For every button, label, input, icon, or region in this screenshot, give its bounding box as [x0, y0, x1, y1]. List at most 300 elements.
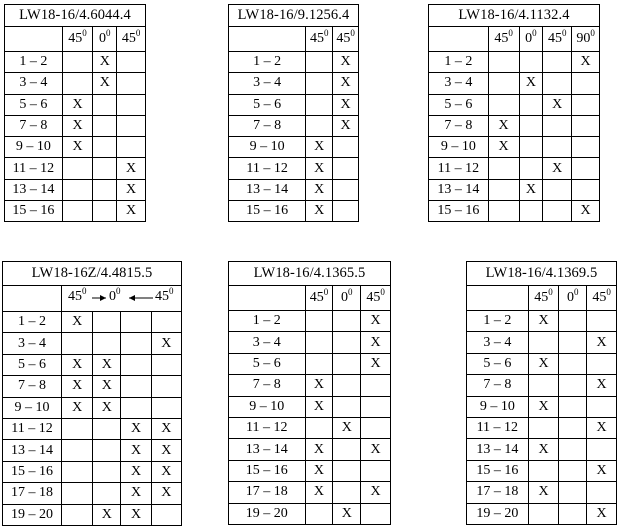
contact-pair-label: 13 – 14	[229, 439, 306, 460]
contact-pair-label: 19 – 20	[229, 503, 306, 524]
contact-mark-cell	[543, 201, 572, 222]
table-title: LW18-16/4.1132.4	[429, 5, 600, 27]
contact-mark-cell: X	[93, 504, 121, 525]
contact-mark-cell	[572, 158, 600, 179]
contact-mark-cell	[572, 73, 600, 94]
table-row	[3, 354, 182, 375]
table-row	[3, 312, 182, 333]
contact-mark-cell: X	[121, 440, 151, 461]
contact-mark-cell: X	[151, 333, 181, 354]
contact-mark-cell	[519, 94, 543, 115]
contact-pair-label: 5 – 6	[467, 353, 529, 374]
contact-mark-cell	[333, 482, 361, 503]
table-row	[467, 353, 617, 374]
contact-pair-label: 15 – 16	[3, 461, 62, 482]
table-row	[467, 332, 617, 353]
contact-mark-cell	[528, 503, 559, 524]
contact-mark-cell: X	[62, 312, 93, 333]
contact-pair-label: 7 – 8	[5, 115, 63, 136]
contact-mark-cell: X	[587, 503, 617, 524]
angle-column-header: $45^0$	[306, 27, 333, 52]
contact-mark-cell	[333, 137, 359, 158]
table-row	[5, 179, 146, 200]
contact-mark-cell: X	[361, 311, 391, 332]
contact-pair-label: 5 – 6	[429, 94, 489, 115]
contact-pair-label: 9 – 10	[229, 137, 306, 158]
table-row	[3, 461, 182, 482]
contact-pair-label: 3 – 4	[3, 333, 62, 354]
header-blank-cell	[3, 286, 62, 312]
arrow-header-right-angle: $45^0$	[155, 286, 174, 304]
contact-mark-cell: X	[528, 396, 559, 417]
contact-mark-cell: X	[543, 158, 572, 179]
contact-pair-label: 9 – 10	[5, 137, 63, 158]
contact-mark-cell	[306, 115, 333, 136]
contact-pair-label: 3 – 4	[229, 332, 306, 353]
contact-mark-cell	[559, 417, 587, 438]
contact-mark-cell: X	[528, 353, 559, 374]
contact-mark-cell	[305, 332, 333, 353]
contact-mark-cell: X	[528, 482, 559, 503]
contact-mark-cell: X	[333, 115, 359, 136]
contact-mark-cell: X	[528, 439, 559, 460]
contact-pair-label: 1 – 2	[467, 311, 529, 332]
header-blank-cell	[467, 286, 529, 311]
contact-mark-cell: X	[572, 52, 600, 73]
contact-mark-cell: X	[121, 461, 151, 482]
contact-mark-cell	[488, 94, 519, 115]
contact-mark-cell: X	[333, 52, 359, 73]
switch-table-6	[466, 261, 617, 525]
table-title: LW18-16/4.6044.4	[5, 5, 146, 27]
header-blank-cell	[5, 27, 63, 52]
contact-pair-label: 11 – 12	[429, 158, 489, 179]
angle-column-header: $45^0$	[488, 27, 519, 52]
contact-pair-label: 13 – 14	[229, 179, 306, 200]
angle-arrow-header	[62, 286, 182, 312]
contact-mark-cell	[93, 158, 117, 179]
contact-mark-cell	[559, 439, 587, 460]
contact-mark-cell: X	[361, 332, 391, 353]
table-row	[467, 311, 617, 332]
contact-mark-cell	[333, 311, 361, 332]
contact-pair-label: 5 – 6	[229, 353, 306, 374]
arrow-header-center-angle: $0^0$	[109, 286, 121, 304]
table-row	[467, 439, 617, 460]
contact-mark-cell	[528, 332, 559, 353]
contact-mark-cell	[528, 460, 559, 481]
contact-mark-cell: X	[306, 179, 333, 200]
contact-pair-label: 13 – 14	[429, 179, 489, 200]
contact-mark-cell	[572, 115, 600, 136]
contact-mark-cell	[117, 115, 146, 136]
contact-mark-cell	[361, 417, 391, 438]
contact-mark-cell	[587, 482, 617, 503]
contact-mark-cell	[93, 201, 117, 222]
contact-mark-cell: X	[306, 201, 333, 222]
table-row	[5, 73, 146, 94]
contact-mark-cell	[62, 333, 93, 354]
contact-pair-label: 11 – 12	[3, 418, 62, 439]
contact-mark-cell: X	[117, 158, 146, 179]
table-row	[229, 460, 391, 481]
contact-mark-cell	[333, 353, 361, 374]
contact-mark-cell	[488, 52, 519, 73]
contact-mark-cell	[587, 311, 617, 332]
contact-mark-cell	[117, 52, 146, 73]
table-row	[429, 73, 600, 94]
contact-pair-label: 9 – 10	[429, 137, 489, 158]
contact-pair-label: 1 – 2	[429, 52, 489, 73]
contact-mark-cell	[572, 179, 600, 200]
contact-pair-label: 11 – 12	[229, 417, 306, 438]
contact-mark-cell	[121, 376, 151, 397]
contact-mark-cell	[488, 201, 519, 222]
contact-mark-cell: X	[93, 73, 117, 94]
contact-mark-cell: X	[121, 483, 151, 504]
table-row	[429, 201, 600, 222]
contact-mark-cell	[93, 440, 121, 461]
contact-pair-label: 7 – 8	[429, 115, 489, 136]
table-row	[467, 396, 617, 417]
contact-mark-cell: X	[93, 397, 121, 418]
table-row	[3, 418, 182, 439]
contact-pair-label: 1 – 2	[3, 312, 62, 333]
contact-mark-cell	[117, 73, 146, 94]
contact-pair-label: 19 – 20	[3, 504, 62, 525]
contact-mark-cell	[151, 312, 181, 333]
contact-pair-label: 15 – 16	[467, 460, 529, 481]
contact-mark-cell	[62, 418, 93, 439]
contact-pair-label: 15 – 16	[229, 201, 306, 222]
contact-mark-cell	[121, 397, 151, 418]
header-blank-cell	[229, 286, 306, 311]
table-row	[229, 52, 359, 73]
contact-mark-cell	[528, 375, 559, 396]
contact-mark-cell	[306, 94, 333, 115]
contact-mark-cell	[559, 353, 587, 374]
contact-pair-label: 1 – 2	[5, 52, 63, 73]
contact-mark-cell: X	[587, 375, 617, 396]
switch-table-2	[228, 4, 359, 222]
contact-mark-cell: X	[93, 354, 121, 375]
table-row	[229, 332, 391, 353]
contact-pair-label: 5 – 6	[3, 354, 62, 375]
contact-mark-cell	[587, 439, 617, 460]
contact-mark-cell	[361, 396, 391, 417]
table-row	[5, 115, 146, 136]
contact-mark-cell	[93, 461, 121, 482]
contact-mark-cell: X	[305, 482, 333, 503]
contact-mark-cell	[117, 137, 146, 158]
table-row	[229, 503, 391, 524]
contact-mark-cell	[62, 201, 93, 222]
contact-mark-cell: X	[305, 375, 333, 396]
table-row	[229, 94, 359, 115]
table-row	[3, 504, 182, 525]
table-row	[3, 376, 182, 397]
contact-pair-label: 15 – 16	[5, 201, 63, 222]
contact-mark-cell	[62, 73, 93, 94]
arrow-left-head	[129, 295, 135, 301]
contact-mark-cell: X	[519, 179, 543, 200]
table-row	[467, 460, 617, 481]
table-row	[229, 311, 391, 332]
contact-mark-cell	[361, 503, 391, 524]
table-row	[5, 52, 146, 73]
contact-mark-cell	[333, 179, 359, 200]
contact-mark-cell	[572, 137, 600, 158]
angle-column-header: $45^0$	[62, 27, 93, 52]
contact-mark-cell	[305, 311, 333, 332]
contact-mark-cell	[543, 137, 572, 158]
contact-mark-cell: X	[333, 73, 359, 94]
table-row	[3, 440, 182, 461]
contact-mark-cell	[519, 137, 543, 158]
contact-mark-cell: X	[93, 52, 117, 73]
table-row	[467, 417, 617, 438]
contact-mark-cell: X	[488, 137, 519, 158]
contact-pair-label: 7 – 8	[467, 375, 529, 396]
contact-mark-cell	[93, 179, 117, 200]
contact-mark-cell: X	[121, 418, 151, 439]
switch-table-3	[428, 4, 600, 222]
contact-mark-cell	[93, 137, 117, 158]
contact-mark-cell	[333, 375, 361, 396]
arrow-header-left-angle: $45^0$	[68, 286, 87, 304]
angle-column-header: $90^0$	[572, 27, 600, 52]
contact-mark-cell	[572, 94, 600, 115]
contact-pair-label: 9 – 10	[3, 397, 62, 418]
contact-mark-cell	[121, 333, 151, 354]
switch-table-1	[4, 4, 146, 222]
angle-column-header: $0^0$	[519, 27, 543, 52]
table-row	[429, 158, 600, 179]
table-title: LW18-16Z/4.4815.5	[3, 262, 182, 286]
table-row	[229, 158, 359, 179]
contact-mark-cell	[151, 354, 181, 375]
contact-mark-cell: X	[333, 94, 359, 115]
contact-pair-label: 5 – 6	[229, 94, 306, 115]
contact-mark-cell	[62, 483, 93, 504]
contact-pair-label: 7 – 8	[229, 375, 306, 396]
contact-pair-label: 17 – 18	[3, 483, 62, 504]
contact-mark-cell	[361, 460, 391, 481]
contact-mark-cell: X	[528, 311, 559, 332]
table-row	[467, 375, 617, 396]
contact-mark-cell	[151, 504, 181, 525]
contact-mark-cell	[333, 396, 361, 417]
contact-mark-cell	[528, 417, 559, 438]
contact-mark-cell	[151, 397, 181, 418]
contact-mark-cell	[559, 375, 587, 396]
contact-pair-label: 3 – 4	[467, 332, 529, 353]
contact-mark-cell	[559, 503, 587, 524]
table-row	[5, 137, 146, 158]
contact-mark-cell	[543, 52, 572, 73]
contact-mark-cell: X	[117, 201, 146, 222]
angle-column-header: $45^0$	[528, 286, 559, 311]
contact-mark-cell	[543, 73, 572, 94]
contact-mark-cell: X	[121, 504, 151, 525]
angle-column-header: $45^0$	[305, 286, 333, 311]
contact-mark-cell	[559, 482, 587, 503]
contact-pair-label: 15 – 16	[229, 460, 306, 481]
contact-mark-cell: X	[62, 397, 93, 418]
contact-pair-label: 7 – 8	[229, 115, 306, 136]
table-row	[429, 52, 600, 73]
contact-mark-cell	[333, 332, 361, 353]
contact-mark-cell	[333, 158, 359, 179]
table-row	[229, 137, 359, 158]
table-row	[229, 417, 391, 438]
contact-mark-cell: X	[62, 354, 93, 375]
contact-mark-cell: X	[587, 460, 617, 481]
contact-pair-label: 17 – 18	[467, 482, 529, 503]
contact-pair-label: 3 – 4	[229, 73, 306, 94]
contact-mark-cell	[333, 460, 361, 481]
contact-mark-cell	[93, 418, 121, 439]
table-row	[229, 179, 359, 200]
contact-mark-cell: X	[488, 115, 519, 136]
contact-pair-label: 1 – 2	[229, 311, 306, 332]
contact-mark-cell	[151, 376, 181, 397]
contact-pair-label: 5 – 6	[5, 94, 63, 115]
contact-mark-cell	[93, 312, 121, 333]
contact-pair-label: 11 – 12	[5, 158, 63, 179]
contact-mark-cell	[361, 375, 391, 396]
contact-pair-label: 3 – 4	[429, 73, 489, 94]
angle-column-header: $45^0$	[333, 27, 359, 52]
table-row	[429, 137, 600, 158]
contact-mark-cell: X	[306, 158, 333, 179]
contact-pair-label: 11 – 12	[467, 417, 529, 438]
contact-pair-label: 1 – 2	[229, 52, 306, 73]
contact-pair-label: 11 – 12	[229, 158, 306, 179]
contact-mark-cell: X	[62, 137, 93, 158]
table-row	[229, 396, 391, 417]
table-row	[429, 115, 600, 136]
table-row	[429, 179, 600, 200]
table-title: LW18-16/4.1365.5	[229, 262, 391, 286]
contact-mark-cell	[333, 201, 359, 222]
contact-mark-cell	[559, 396, 587, 417]
contact-mark-cell: X	[62, 115, 93, 136]
header-blank-cell	[229, 27, 306, 52]
contact-mark-cell: X	[361, 482, 391, 503]
table-row	[229, 353, 391, 374]
table-row	[5, 158, 146, 179]
contact-mark-cell	[333, 439, 361, 460]
table-row	[5, 94, 146, 115]
contact-mark-cell: X	[361, 439, 391, 460]
table-row	[3, 483, 182, 504]
contact-pair-label: 9 – 10	[467, 396, 529, 417]
contact-mark-cell	[306, 73, 333, 94]
contact-mark-cell: X	[305, 396, 333, 417]
contact-mark-cell	[305, 353, 333, 374]
table-title: LW18-16/9.1256.4	[229, 5, 359, 27]
angle-column-header: $45^0$	[361, 286, 391, 311]
contact-pair-label: 17 – 18	[229, 482, 306, 503]
table-title: LW18-16/4.1369.5	[467, 262, 617, 286]
contact-mark-cell	[93, 483, 121, 504]
contact-mark-cell: X	[519, 73, 543, 94]
angle-column-header: $0^0$	[559, 286, 587, 311]
contact-mark-cell	[559, 311, 587, 332]
angle-column-header: $45^0$	[117, 27, 146, 52]
contact-mark-cell	[543, 179, 572, 200]
angle-column-header: $45^0$	[543, 27, 572, 52]
table-row	[229, 482, 391, 503]
contact-mark-cell	[488, 158, 519, 179]
contact-mark-cell	[559, 460, 587, 481]
contact-mark-cell	[587, 396, 617, 417]
header-blank-cell	[429, 27, 489, 52]
contact-mark-cell	[543, 115, 572, 136]
angle-column-header: $0^0$	[333, 286, 361, 311]
contact-mark-cell: X	[543, 94, 572, 115]
switch-table-5	[228, 261, 391, 525]
contact-mark-cell: X	[151, 418, 181, 439]
contact-mark-cell	[559, 332, 587, 353]
contact-mark-cell	[305, 417, 333, 438]
contact-mark-cell: X	[587, 417, 617, 438]
table-row	[3, 333, 182, 354]
contact-mark-cell: X	[62, 94, 93, 115]
contact-mark-cell	[62, 461, 93, 482]
table-row	[3, 397, 182, 418]
contact-mark-cell	[93, 115, 117, 136]
contact-mark-cell	[488, 73, 519, 94]
contact-mark-cell: X	[333, 417, 361, 438]
contact-mark-cell	[62, 158, 93, 179]
contact-pair-label: 19 – 20	[467, 503, 529, 524]
contact-mark-cell: X	[305, 439, 333, 460]
contact-mark-cell: X	[117, 179, 146, 200]
contact-mark-cell: X	[361, 353, 391, 374]
contact-mark-cell: X	[62, 376, 93, 397]
contact-pair-label: 3 – 4	[5, 73, 63, 94]
contact-mark-cell	[62, 440, 93, 461]
table-row	[429, 94, 600, 115]
table-row	[229, 375, 391, 396]
contact-pair-label: 9 – 10	[229, 396, 306, 417]
contact-mark-cell: X	[305, 460, 333, 481]
contact-mark-cell: X	[151, 461, 181, 482]
table-row	[467, 503, 617, 524]
contact-mark-cell	[306, 52, 333, 73]
contact-mark-cell: X	[151, 483, 181, 504]
contact-mark-cell	[117, 94, 146, 115]
contact-mark-cell	[305, 503, 333, 524]
table-row	[229, 115, 359, 136]
angle-column-header: $0^0$	[93, 27, 117, 52]
table-row	[229, 73, 359, 94]
contact-pair-label: 7 – 8	[3, 376, 62, 397]
angle-column-header: $45^0$	[587, 286, 617, 311]
contact-mark-cell	[121, 354, 151, 375]
contact-pair-label: 13 – 14	[467, 439, 529, 460]
table-row	[229, 201, 359, 222]
contact-mark-cell	[519, 158, 543, 179]
contact-mark-cell	[488, 179, 519, 200]
contact-mark-cell	[121, 312, 151, 333]
contact-mark-cell: X	[151, 440, 181, 461]
contact-pair-label: 13 – 14	[5, 179, 63, 200]
table-row	[229, 439, 391, 460]
contact-mark-cell: X	[306, 137, 333, 158]
